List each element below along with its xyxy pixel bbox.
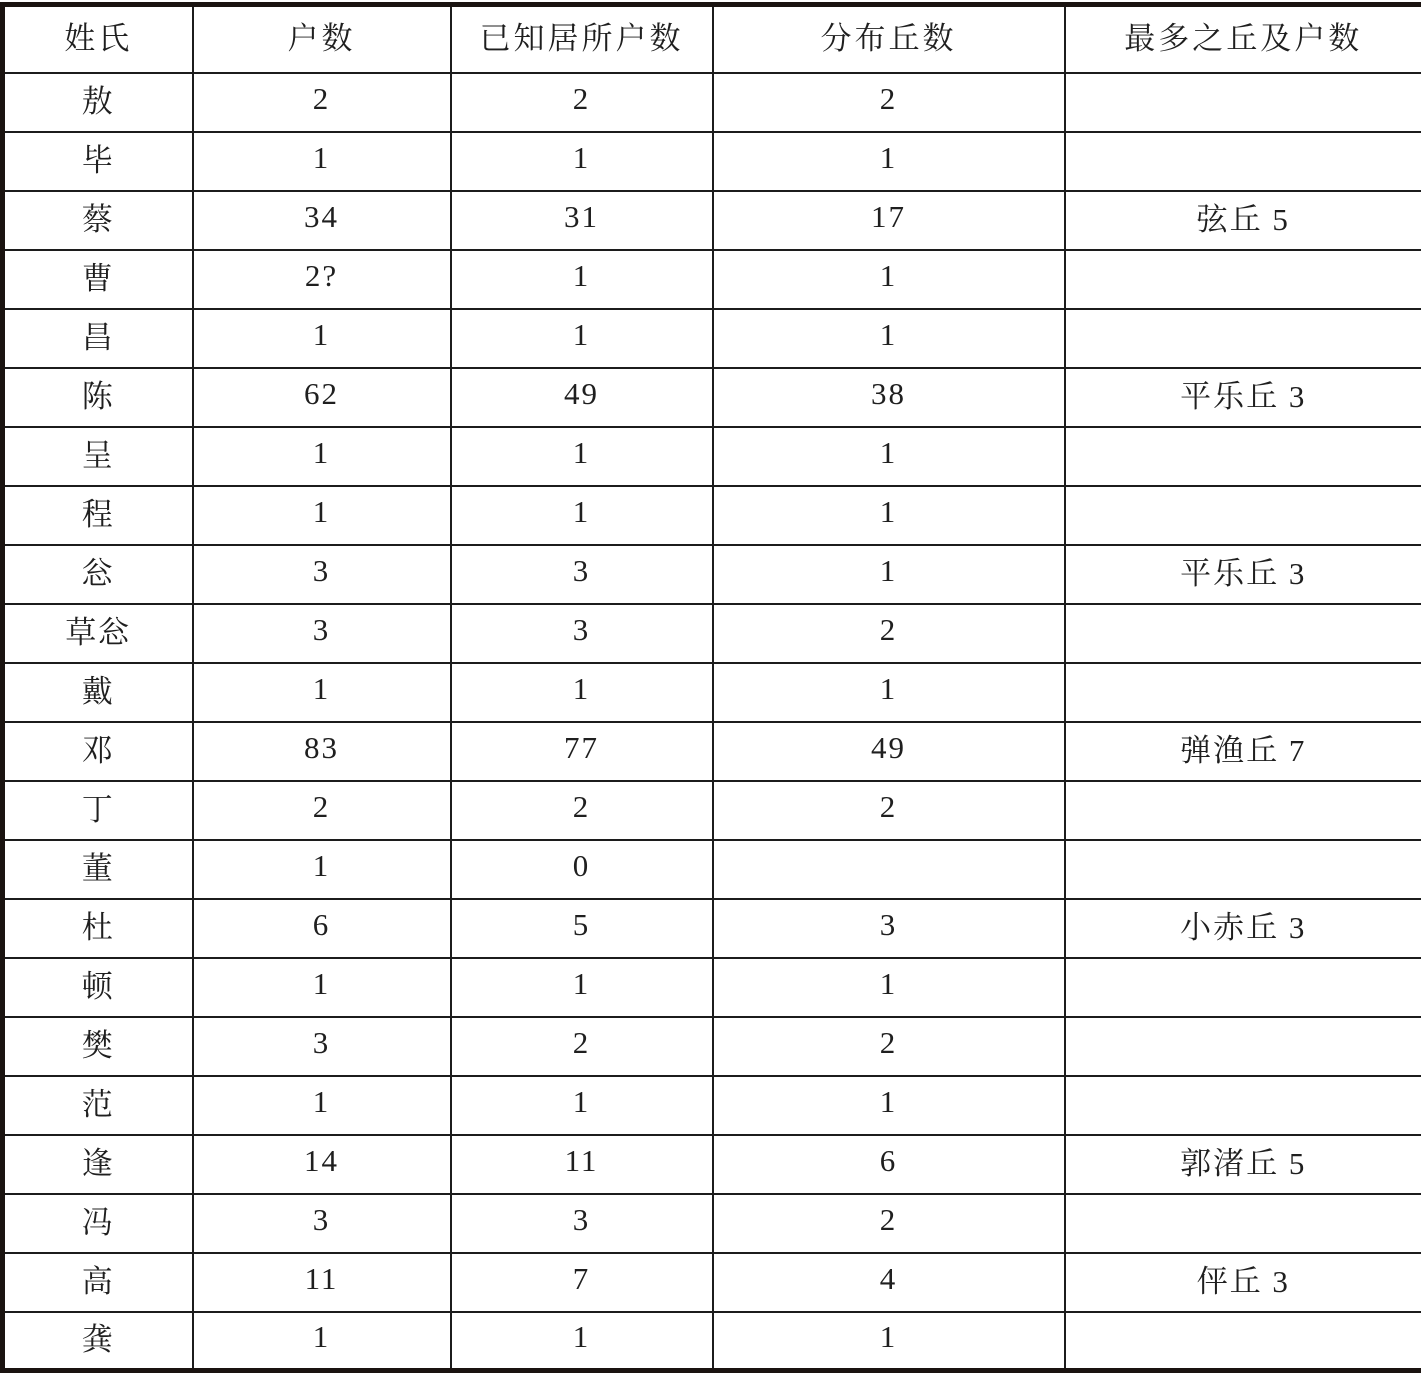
- header-row: [3, 5, 1421, 73]
- cell-known-residence-households: 2: [451, 73, 713, 132]
- cell-top-mound: 平乐丘 3: [1065, 545, 1421, 604]
- cell-known-residence-households: 1: [451, 309, 713, 368]
- table-row: [3, 1194, 1421, 1253]
- cell-known-residence-households: 1: [451, 132, 713, 191]
- cell-households: 83: [193, 722, 451, 781]
- cell-mound-count: 1: [713, 663, 1065, 722]
- cell-top-mound: [1065, 958, 1421, 1017]
- cell-known-residence-households: 1: [451, 1312, 713, 1371]
- cell-surname: 陈: [3, 368, 193, 427]
- surname-statistics-table: [0, 2, 1421, 1373]
- cell-households: 1: [193, 1076, 451, 1135]
- table-row: [3, 1135, 1421, 1194]
- cell-top-mound: [1065, 132, 1421, 191]
- cell-households: 3: [193, 604, 451, 663]
- cell-mound-count: 2: [713, 1194, 1065, 1253]
- cell-surname: 龚: [3, 1312, 193, 1371]
- cell-households: 1: [193, 663, 451, 722]
- cell-top-mound: [1065, 781, 1421, 840]
- cell-households: 1: [193, 958, 451, 1017]
- cell-top-mound: [1065, 427, 1421, 486]
- cell-mound-count: 6: [713, 1135, 1065, 1194]
- cell-households: 1: [193, 1312, 451, 1371]
- cell-surname: 杜: [3, 899, 193, 958]
- cell-known-residence-households: 11: [451, 1135, 713, 1194]
- table-row: [3, 958, 1421, 1017]
- cell-top-mound: [1065, 604, 1421, 663]
- cell-known-residence-households: 5: [451, 899, 713, 958]
- cell-households: 1: [193, 309, 451, 368]
- cell-surname: 昌: [3, 309, 193, 368]
- cell-known-residence-households: 3: [451, 1194, 713, 1253]
- cell-top-mound: [1065, 1017, 1421, 1076]
- cell-surname: 冯: [3, 1194, 193, 1253]
- cell-households: 11: [193, 1253, 451, 1312]
- cell-surname: 邓: [3, 722, 193, 781]
- table-row: [3, 1076, 1421, 1135]
- cell-households: 1: [193, 427, 451, 486]
- cell-surname: 范: [3, 1076, 193, 1135]
- column-header-households: 户数: [193, 5, 451, 73]
- document-page: [0, 2, 1421, 1376]
- cell-known-residence-households: 3: [451, 545, 713, 604]
- table-row: [3, 309, 1421, 368]
- cell-known-residence-households: 3: [451, 604, 713, 663]
- table-row: [3, 604, 1421, 663]
- table-row: [3, 427, 1421, 486]
- cell-top-mound: 弹渔丘 7: [1065, 722, 1421, 781]
- table-header: [3, 5, 1421, 73]
- cell-households: 1: [193, 132, 451, 191]
- cell-households: 2?: [193, 250, 451, 309]
- cell-known-residence-households: 1: [451, 1076, 713, 1135]
- cell-known-residence-households: 1: [451, 958, 713, 1017]
- cell-mound-count: 1: [713, 486, 1065, 545]
- cell-mound-count: 1: [713, 958, 1065, 1017]
- cell-top-mound: 郭渚丘 5: [1065, 1135, 1421, 1194]
- cell-surname: 曹: [3, 250, 193, 309]
- cell-top-mound: [1065, 73, 1421, 132]
- table-row: [3, 368, 1421, 427]
- cell-mound-count: 4: [713, 1253, 1065, 1312]
- cell-mound-count: 2: [713, 604, 1065, 663]
- cell-mound-count: 38: [713, 368, 1065, 427]
- cell-mound-count: 2: [713, 1017, 1065, 1076]
- cell-top-mound: 平乐丘 3: [1065, 368, 1421, 427]
- cell-surname: 戴: [3, 663, 193, 722]
- cell-surname: 顿: [3, 958, 193, 1017]
- table-row: [3, 663, 1421, 722]
- cell-known-residence-households: 2: [451, 781, 713, 840]
- cell-surname: 草忩: [3, 604, 193, 663]
- cell-top-mound: [1065, 1312, 1421, 1371]
- cell-mound-count: 1: [713, 309, 1065, 368]
- cell-surname: 逢: [3, 1135, 193, 1194]
- table-row: [3, 1253, 1421, 1312]
- cell-top-mound: 弦丘 5: [1065, 191, 1421, 250]
- cell-mound-count: 2: [713, 73, 1065, 132]
- cell-households: 1: [193, 486, 451, 545]
- cell-surname: 蔡: [3, 191, 193, 250]
- cell-mound-count: [713, 840, 1065, 899]
- column-header-top-mound-and-households: 最多之丘及户数: [1065, 5, 1421, 73]
- cell-surname: 樊: [3, 1017, 193, 1076]
- cell-mound-count: 1: [713, 1076, 1065, 1135]
- cell-known-residence-households: 2: [451, 1017, 713, 1076]
- table-row: [3, 781, 1421, 840]
- cell-households: 14: [193, 1135, 451, 1194]
- cell-surname: 忩: [3, 545, 193, 604]
- table-row: [3, 1017, 1421, 1076]
- column-header-known-residence-households: 已知居所户数: [451, 5, 713, 73]
- cell-surname: 董: [3, 840, 193, 899]
- table-row: [3, 486, 1421, 545]
- cell-surname: 毕: [3, 132, 193, 191]
- table-row: [3, 840, 1421, 899]
- table-row: [3, 250, 1421, 309]
- cell-mound-count: 3: [713, 899, 1065, 958]
- cell-mound-count: 17: [713, 191, 1065, 250]
- table-body: [3, 73, 1421, 1371]
- table-row: [3, 1312, 1421, 1371]
- cell-surname: 呈: [3, 427, 193, 486]
- table-row: [3, 73, 1421, 132]
- cell-top-mound: 伻丘 3: [1065, 1253, 1421, 1312]
- cell-households: 1: [193, 840, 451, 899]
- table-row: [3, 899, 1421, 958]
- cell-households: 2: [193, 73, 451, 132]
- cell-known-residence-households: 7: [451, 1253, 713, 1312]
- cell-known-residence-households: 1: [451, 663, 713, 722]
- column-header-mound-count: 分布丘数: [713, 5, 1065, 73]
- table-row: [3, 545, 1421, 604]
- cell-surname: 高: [3, 1253, 193, 1312]
- table-row: [3, 132, 1421, 191]
- cell-top-mound: [1065, 1194, 1421, 1253]
- cell-known-residence-households: 1: [451, 427, 713, 486]
- cell-known-residence-households: 49: [451, 368, 713, 427]
- cell-households: 2: [193, 781, 451, 840]
- cell-top-mound: [1065, 486, 1421, 545]
- cell-top-mound: [1065, 309, 1421, 368]
- table-row: [3, 191, 1421, 250]
- cell-households: 62: [193, 368, 451, 427]
- cell-surname: 敖: [3, 73, 193, 132]
- cell-households: 6: [193, 899, 451, 958]
- cell-mound-count: 1: [713, 1312, 1065, 1371]
- cell-households: 3: [193, 545, 451, 604]
- cell-known-residence-households: 77: [451, 722, 713, 781]
- cell-top-mound: [1065, 663, 1421, 722]
- cell-mound-count: 1: [713, 545, 1065, 604]
- cell-mound-count: 1: [713, 132, 1065, 191]
- cell-top-mound: [1065, 1076, 1421, 1135]
- cell-top-mound: 小赤丘 3: [1065, 899, 1421, 958]
- cell-mound-count: 1: [713, 427, 1065, 486]
- cell-surname: 程: [3, 486, 193, 545]
- cell-known-residence-households: 0: [451, 840, 713, 899]
- cell-households: 3: [193, 1194, 451, 1253]
- cell-mound-count: 49: [713, 722, 1065, 781]
- cell-top-mound: [1065, 840, 1421, 899]
- column-header-surname: 姓氏: [3, 5, 193, 73]
- cell-households: 3: [193, 1017, 451, 1076]
- cell-mound-count: 1: [713, 250, 1065, 309]
- cell-surname: 丁: [3, 781, 193, 840]
- table-row: [3, 722, 1421, 781]
- cell-mound-count: 2: [713, 781, 1065, 840]
- cell-households: 34: [193, 191, 451, 250]
- cell-known-residence-households: 31: [451, 191, 713, 250]
- cell-known-residence-households: 1: [451, 250, 713, 309]
- cell-known-residence-households: 1: [451, 486, 713, 545]
- cell-top-mound: [1065, 250, 1421, 309]
